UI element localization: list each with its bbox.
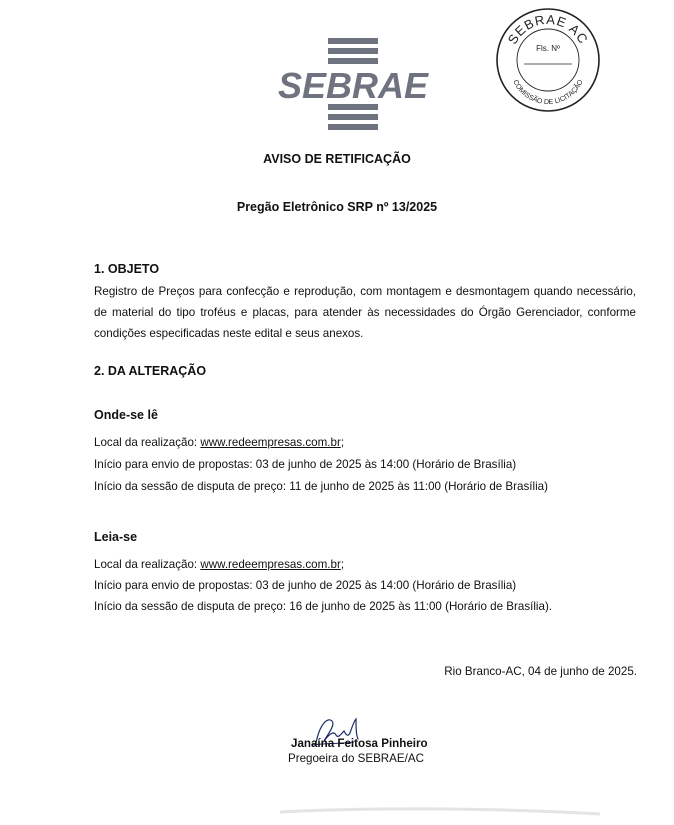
date-line: Rio Branco-AC, 04 de junho de 2025. — [444, 665, 637, 678]
onde-local-label: Local da realização: — [94, 436, 201, 449]
section-objeto-heading: 1. OBJETO — [94, 262, 160, 276]
leia-local-line — [94, 558, 344, 571]
onde-inicio-envio: Início para envio de propostas: 03 de junho de 2025 às 14:00 (Horário de Brasília) — [94, 458, 517, 471]
signer-role: Pregoeira do SEBRAE/AC — [288, 752, 424, 765]
onde-local-suffix: ; — [340, 436, 345, 449]
onde-local-link[interactable]: www.redeempresas.com.br — [200, 436, 341, 449]
leia-local-suffix: ; — [340, 558, 345, 571]
stamp-top-text: SEBRAE AC — [504, 11, 592, 47]
svg-text:COMISSÃO DE LICITAÇÃO — [511, 78, 585, 106]
stamp-bottom-text: COMISSÃO DE LICITAÇÃO — [511, 78, 585, 107]
onde-se-le-label: Onde-se lê — [94, 408, 158, 422]
onde-local-line — [94, 436, 344, 449]
section-alteracao-heading: 2. DA ALTERAÇÃO — [94, 364, 207, 378]
leia-inicio-sessao: Início da sessão de disputa de preço: 16 de junho de 2025 às 11:00 (Horário de Brasília). — [94, 600, 553, 613]
onde-inicio-sessao: Início da sessão de disputa de preço: 11 de junho de 2025 às 11:00 (Horário de Brasília) — [94, 480, 548, 493]
document-subtitle: Pregão Eletrônico SRP nº 13/2025 — [236, 200, 438, 214]
licitacao-stamp — [494, 6, 602, 114]
leia-local-link[interactable]: www.redeempresas.com.br — [200, 558, 341, 571]
leia-se-label: Leia-se — [94, 530, 138, 544]
leia-local-label: Local da realização: — [94, 558, 201, 571]
signer-name: Janaína Feitosa Pinheiro — [291, 737, 428, 750]
leia-inicio-envio: Início para envio de propostas: 03 de junho de 2025 às 14:00 (Horário de Brasília) — [94, 579, 517, 592]
page-fold-mark — [280, 806, 600, 816]
document-title: AVISO DE RETIFICAÇÃO — [263, 152, 411, 166]
stamp-inner-label: Fls. Nº — [536, 44, 560, 53]
sebrae-logo — [268, 38, 438, 132]
logo-wordmark: SEBRAE — [277, 65, 429, 106]
section-objeto-text: Registro de Preços para confecção e reprodução, com montagem e desmontagem quando necessário, de material do tipo troféus e placas, para atender às necessidades do Órgão Gerenciador, conforme condições especificadas neste edital e seus anexos. — [94, 285, 636, 340]
